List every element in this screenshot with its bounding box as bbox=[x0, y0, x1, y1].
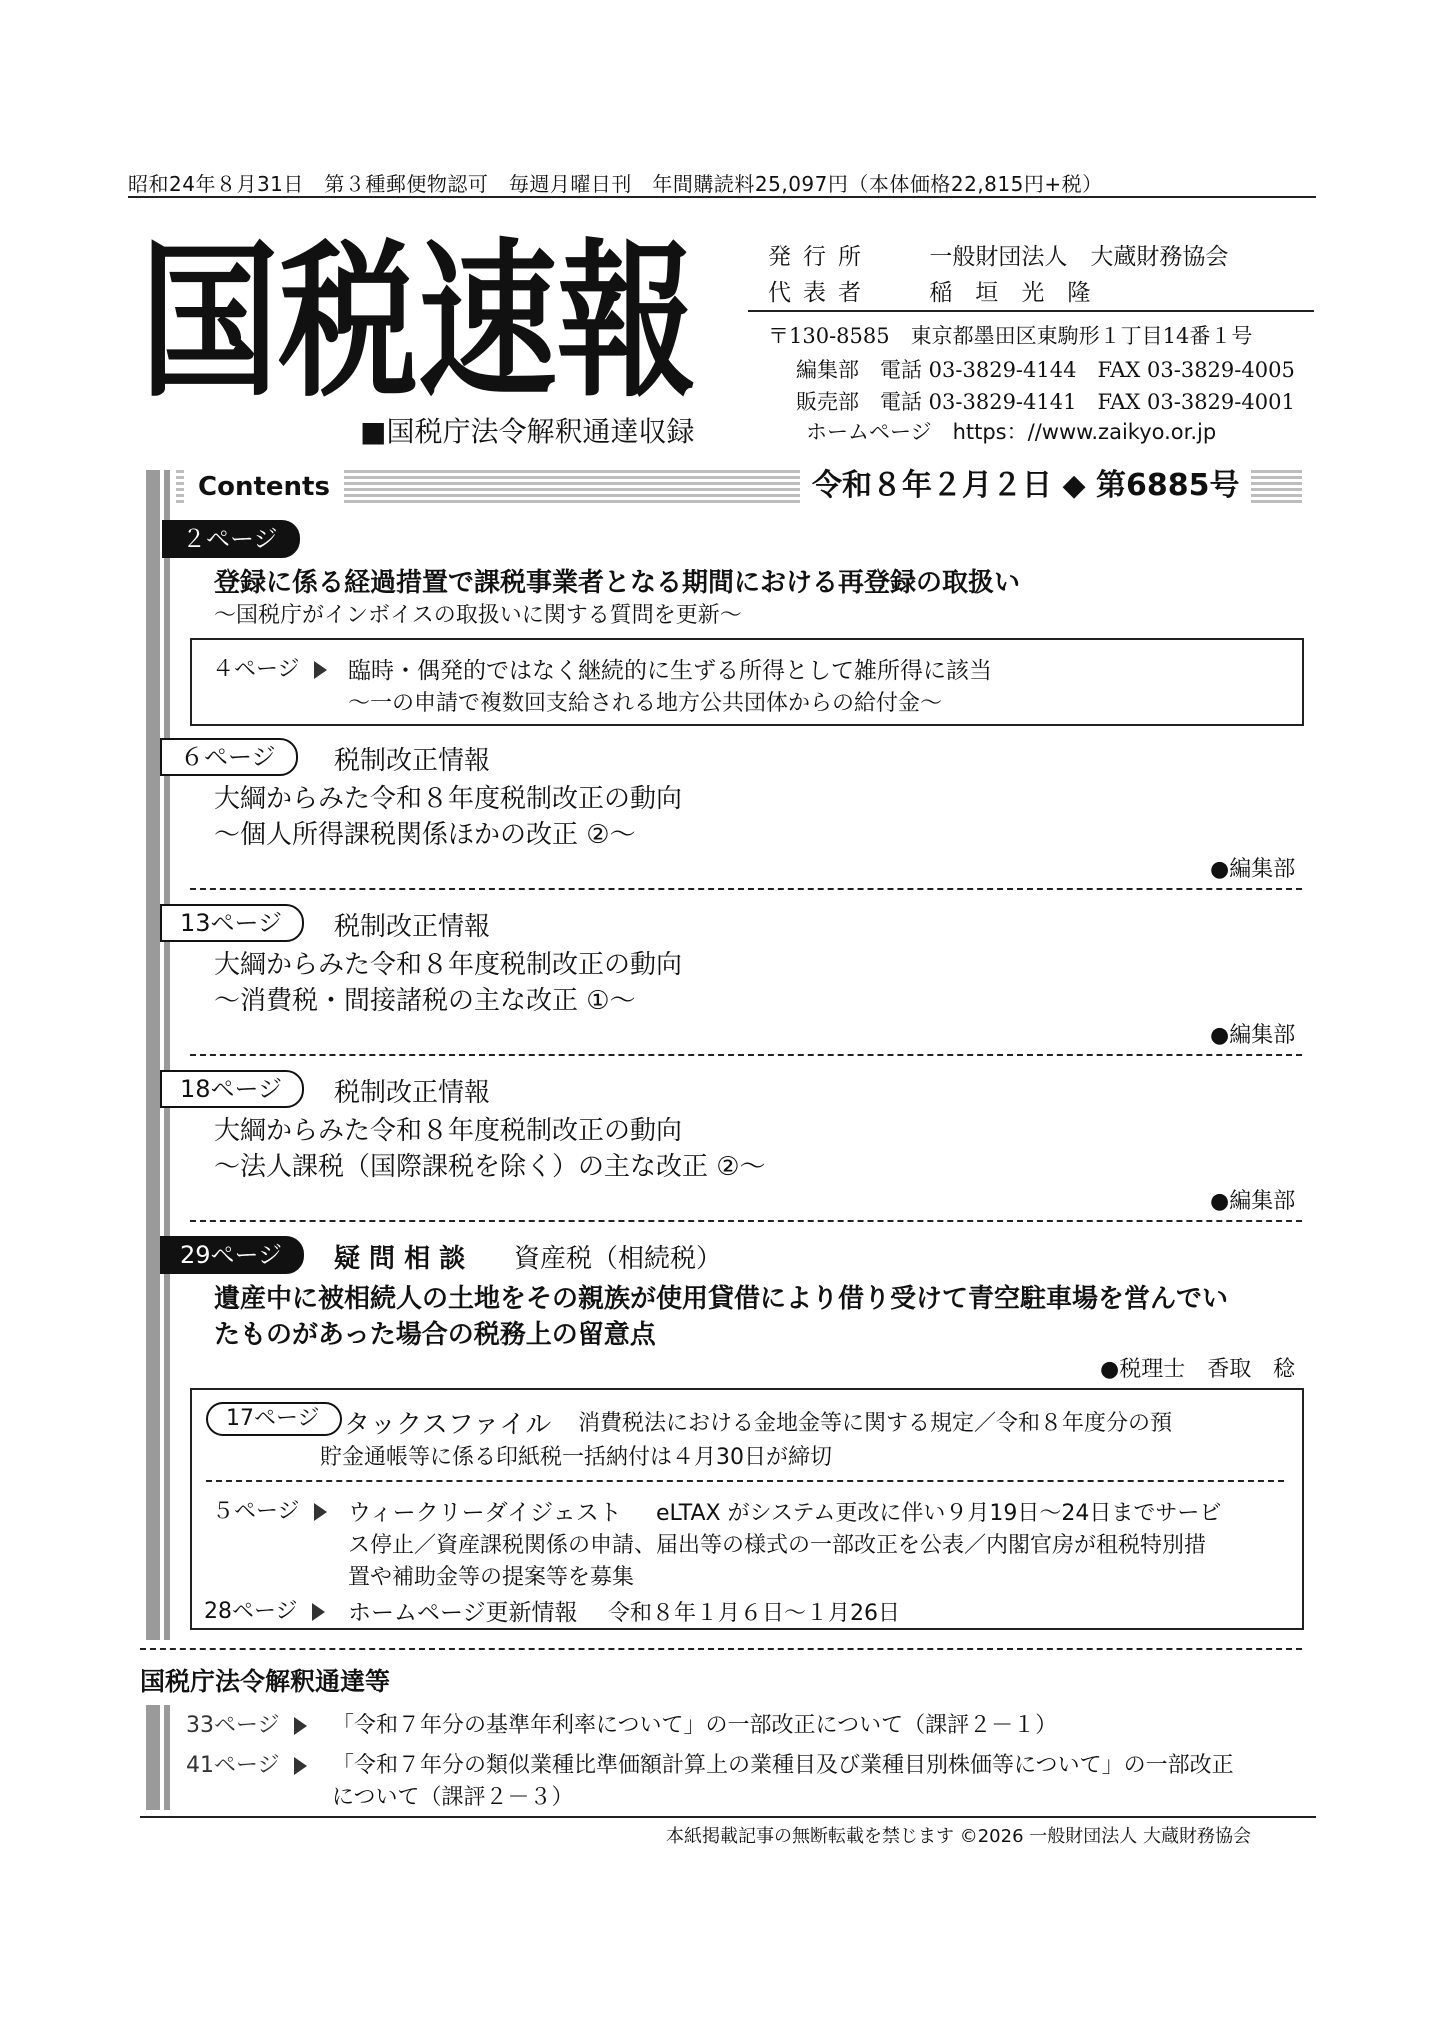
page-tag-2[interactable]: ２ページ bbox=[162, 520, 300, 558]
entry-title[interactable]: 臨時・偶発的ではなく継続的に生ずる所得として雑所得に該当 bbox=[348, 658, 992, 684]
divider bbox=[190, 1220, 1302, 1222]
tax-file-label[interactable]: タックスファイル bbox=[344, 1410, 552, 1440]
issue-date-number: 令和８年２月２日 ◆ 第6885号 bbox=[800, 466, 1251, 506]
arrow-right-icon bbox=[294, 1717, 307, 1735]
page-tag-18[interactable]: 18ページ bbox=[160, 1070, 304, 1108]
page-ref-label: ４ページ bbox=[212, 657, 300, 682]
divider bbox=[190, 1054, 1302, 1056]
entry-subtitle: ～法人課税（国際課税を除く）の主な改正 ②～ bbox=[214, 1152, 766, 1182]
page-ref-label: 41ページ bbox=[186, 1753, 280, 1778]
weekly-digest-text-cont2: 置や補助金等の提案等を募集 bbox=[348, 1565, 635, 1590]
bottom-rule bbox=[140, 1816, 1316, 1818]
entry-title[interactable]: 大綱からみた令和８年度税制改正の動向 bbox=[214, 784, 683, 814]
address: 〒130-8585 東京都墨田区東駒形１丁目14番１号 bbox=[768, 324, 1253, 348]
entry-category-sub: 資産税（相続税） bbox=[514, 1244, 723, 1274]
issue-info-line: 昭和24年８月31日 第３種郵便物認可 毎週月曜日刊 年間購読料25,097円（本体価格22,815円+税） bbox=[128, 172, 1103, 196]
entry-title[interactable]: 登録に係る経過措置で課税事業者となる期間における再登録の取扱い bbox=[214, 568, 1021, 598]
address-rule bbox=[748, 310, 1314, 312]
page-ref-label: 33ページ bbox=[186, 1713, 280, 1738]
entry-title-cont[interactable]: たものがあった場合の税務上の留意点 bbox=[214, 1320, 656, 1350]
homepage-update-label[interactable]: ホームページ更新情報 bbox=[348, 1600, 578, 1626]
divider bbox=[190, 888, 1302, 890]
entry-category: 疑 問 相 談 bbox=[334, 1244, 466, 1274]
circular-item[interactable]: 「令和７年分の類似業種比準価額計算上の業種目及び業種目別株価等について」の一部改正 bbox=[332, 1753, 1234, 1778]
tax-file-text: 消費税法における金地金等に関する規定／令和８年度分の預 bbox=[578, 1411, 1173, 1436]
entry-credit: ●編集部 bbox=[1210, 1189, 1296, 1214]
sales-phone: 販売部 電話 03-3829-4141 FAX 03-3829-4001 bbox=[796, 390, 1295, 414]
page-ref-4[interactable] bbox=[212, 652, 341, 683]
page-tag-29[interactable]: 29ページ bbox=[160, 1236, 304, 1274]
page-ref-41[interactable] bbox=[186, 1748, 321, 1779]
page-ref-33[interactable] bbox=[186, 1708, 321, 1739]
page-ref-5[interactable] bbox=[212, 1494, 341, 1525]
divider bbox=[206, 1480, 1284, 1482]
bottom-decor-bar bbox=[146, 1705, 160, 1810]
weekly-digest-label[interactable]: ウィークリーダイジェスト bbox=[348, 1500, 622, 1526]
arrow-right-icon bbox=[312, 1603, 325, 1621]
circular-item[interactable]: 「令和７年分の基準年利率について」の一部改正について（課評２－１） bbox=[332, 1713, 1058, 1738]
left-decor-bar bbox=[146, 470, 160, 1640]
entry-subtitle: ～国税庁がインボイスの取扱いに関する質問を更新～ bbox=[214, 603, 742, 628]
entry-category: 税制改正情報 bbox=[334, 1078, 491, 1108]
entry-subtitle: ～個人所得課税関係ほかの改正 ②～ bbox=[214, 820, 636, 850]
divider bbox=[140, 1648, 1302, 1650]
masthead-subtitle: ■国税庁法令解釈通達収録 bbox=[360, 415, 695, 448]
entry-credit: ●編集部 bbox=[1210, 1023, 1296, 1048]
top-rule bbox=[128, 196, 1316, 198]
bottom-decor-bar-thin bbox=[164, 1705, 170, 1810]
entry-category: 税制改正情報 bbox=[334, 746, 491, 776]
arrow-right-icon bbox=[314, 661, 327, 679]
page-tag-6[interactable]: ６ページ bbox=[160, 738, 298, 776]
page-tag-17[interactable]: 17ページ bbox=[206, 1402, 342, 1436]
homepage-update-text: 令和８年１月６日～１月26日 bbox=[608, 1601, 900, 1626]
weekly-digest-text: eLTAX がシステム更改に伴い９月19日～24日までサービ bbox=[656, 1501, 1222, 1526]
publisher-name: 一般財団法人 大蔵財務協会 bbox=[929, 244, 1229, 270]
arrow-right-icon bbox=[314, 1503, 327, 1521]
arrow-right-icon bbox=[294, 1757, 307, 1775]
kokuzei-sokuho-logo bbox=[140, 222, 700, 400]
circulars-title: 国税庁法令解釈通達等 bbox=[140, 1667, 391, 1696]
page-ref-label: ５ページ bbox=[212, 1499, 300, 1524]
left-decor-bar-thin bbox=[164, 470, 170, 1640]
page-tag-13[interactable]: 13ページ bbox=[160, 904, 304, 942]
representative-label: 代表者 bbox=[768, 280, 873, 306]
entry-title[interactable]: 大綱からみた令和８年度税制改正の動向 bbox=[214, 950, 683, 980]
entry-credit: ●編集部 bbox=[1210, 857, 1296, 882]
entry-subtitle: ～一の申請で複数回支給される地方公共団体からの給付金～ bbox=[348, 691, 943, 716]
weekly-digest-text-cont: ス停止／資産課税関係の申請、届出等の様式の一部改正を公表／内閣官房が租税特別措 bbox=[348, 1533, 1207, 1558]
copyright-footer: 本紙掲載記事の無断転載を禁じます ©2026 一般財団法人 大蔵財務協会 bbox=[666, 1826, 1251, 1847]
circular-item-cont[interactable]: について（課評２－３） bbox=[332, 1785, 574, 1810]
publisher-label: 発行所 bbox=[768, 244, 873, 270]
homepage-link[interactable]: ホームページ https：//www.zaikyo.or.jp bbox=[806, 420, 1217, 444]
logo-text: 国税速報 bbox=[140, 224, 696, 400]
page-ref-28[interactable] bbox=[204, 1594, 339, 1625]
representative-name: 稲 垣 光 隆 bbox=[929, 280, 1091, 306]
editorial-phone: 編集部 電話 03-3829-4144 FAX 03-3829-4005 bbox=[796, 358, 1295, 382]
entry-title[interactable]: 大綱からみた令和８年度税制改正の動向 bbox=[214, 1116, 683, 1146]
contents-label: Contents bbox=[184, 470, 344, 504]
entry-category: 税制改正情報 bbox=[334, 912, 491, 942]
publisher-line bbox=[768, 238, 1228, 271]
tax-file-text-cont: 貯金通帳等に係る印紙税一括納付は４月30日が締切 bbox=[320, 1445, 832, 1470]
representative-line bbox=[768, 274, 1090, 307]
entry-credit: ●税理士 香取 稔 bbox=[1100, 1357, 1296, 1382]
entry-subtitle: ～消費税・間接諸税の主な改正 ①～ bbox=[214, 986, 636, 1016]
page-ref-label: 28ページ bbox=[204, 1599, 298, 1624]
entry-title[interactable]: 遺産中に被相続人の土地をその親族が使用貸借により借り受けて青空駐車場を営んでい bbox=[214, 1284, 1229, 1314]
